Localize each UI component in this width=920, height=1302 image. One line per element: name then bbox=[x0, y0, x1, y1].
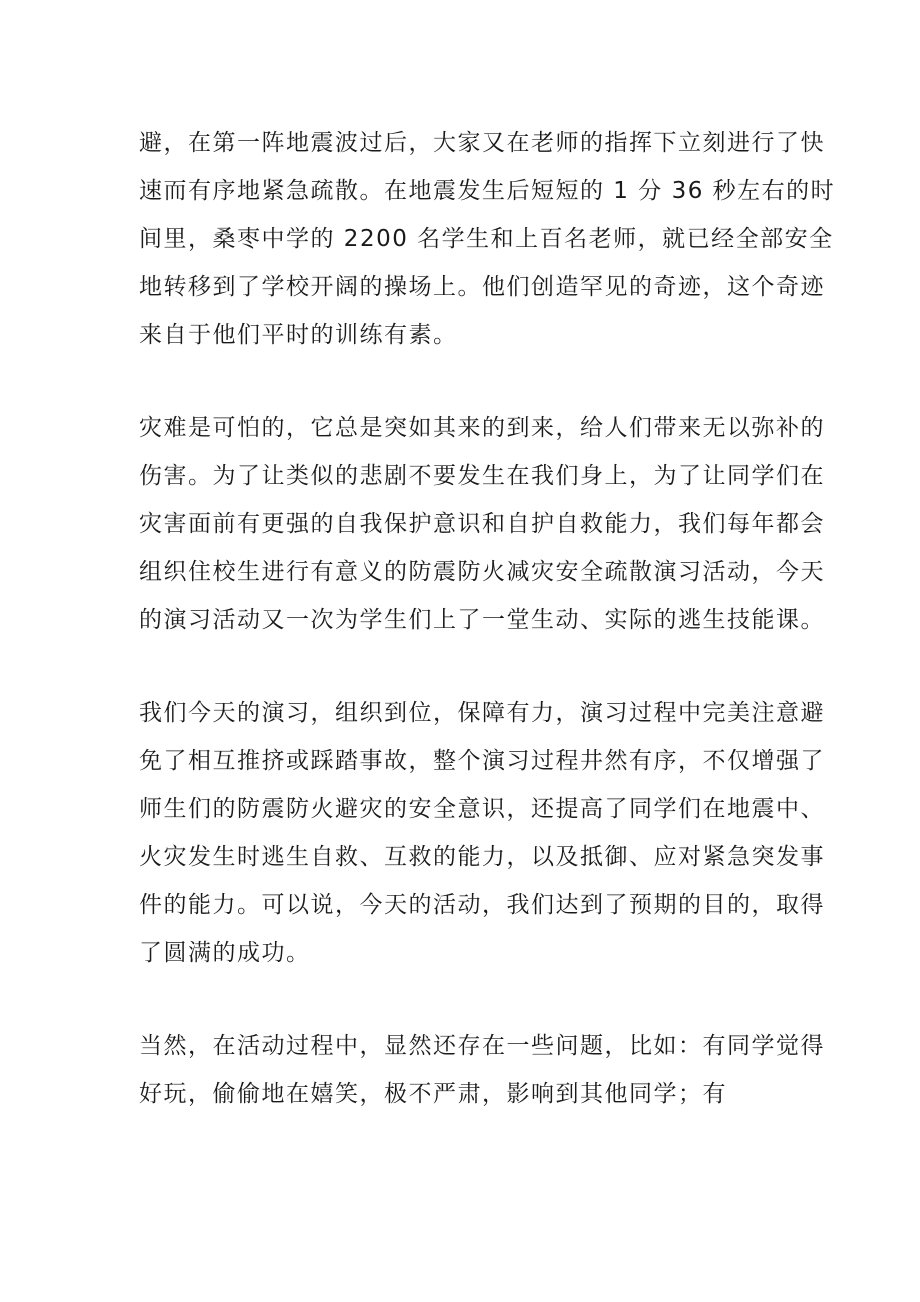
text-line: 速而有序地紧急疏散。在地震发生后短短的 1 分 36 秒左右的时 bbox=[139, 178, 836, 204]
text-line: 我们今天的演习，组织到位，保障有力，演习过程中完美注意避 bbox=[139, 700, 825, 726]
text-line: 好玩，偷偷地在嬉笑，极不严肃，影响到其他同学；有 bbox=[139, 1081, 727, 1107]
text-line: 地转移到了学校开阔的操场上。他们创造罕见的奇迹，这个奇迹 bbox=[139, 274, 825, 300]
text-line: 师生们的防震防火避灾的安全意识，还提高了同学们在地震中、 bbox=[139, 796, 825, 822]
text-line: 的演习活动又一次为学生们上了一堂生动、实际的逃生技能课。 bbox=[139, 607, 825, 633]
text-line: 件的能力。可以说，今天的活动，我们达到了预期的目的，取得 bbox=[139, 892, 825, 918]
text-line: 避，在第一阵地震波过后，大家又在老师的指挥下立刻进行了快 bbox=[139, 130, 825, 156]
text-line: 免了相互推挤或踩踏事故，整个演习过程井然有序，不仅增强了 bbox=[139, 748, 825, 774]
text-line: 火灾发生时逃生自救、互救的能力，以及抵御、应对紧急突发事 bbox=[139, 844, 825, 870]
text-line: 灾害面前有更强的自我保护意识和自护自救能力，我们每年都会 bbox=[139, 511, 825, 537]
text-line: 伤害。为了让类似的悲剧不要发生在我们身上，为了让同学们在 bbox=[139, 463, 825, 489]
text-line: 间里，桑枣中学的 2200 名学生和上百名老师，就已经全部安全 bbox=[139, 226, 834, 252]
paragraph-4 bbox=[139, 1022, 825, 1118]
text-line: 组织住校生进行有意义的防震防火减灾安全疏散演习活动，今天 bbox=[139, 559, 825, 585]
text-line: 来自于他们平时的训练有素。 bbox=[139, 322, 458, 348]
text-line: 当然，在活动过程中，显然还存在一些问题，比如：有同学觉得 bbox=[139, 1033, 825, 1059]
paragraph-2 bbox=[139, 404, 825, 644]
text-line: 了圆满的成功。 bbox=[139, 940, 311, 966]
document-body bbox=[139, 119, 836, 1163]
paragraph-1 bbox=[139, 119, 836, 359]
paragraph-3 bbox=[139, 689, 825, 977]
text-line: 灾难是可怕的，它总是突如其来的到来，给人们带来无以弥补的 bbox=[139, 415, 825, 441]
